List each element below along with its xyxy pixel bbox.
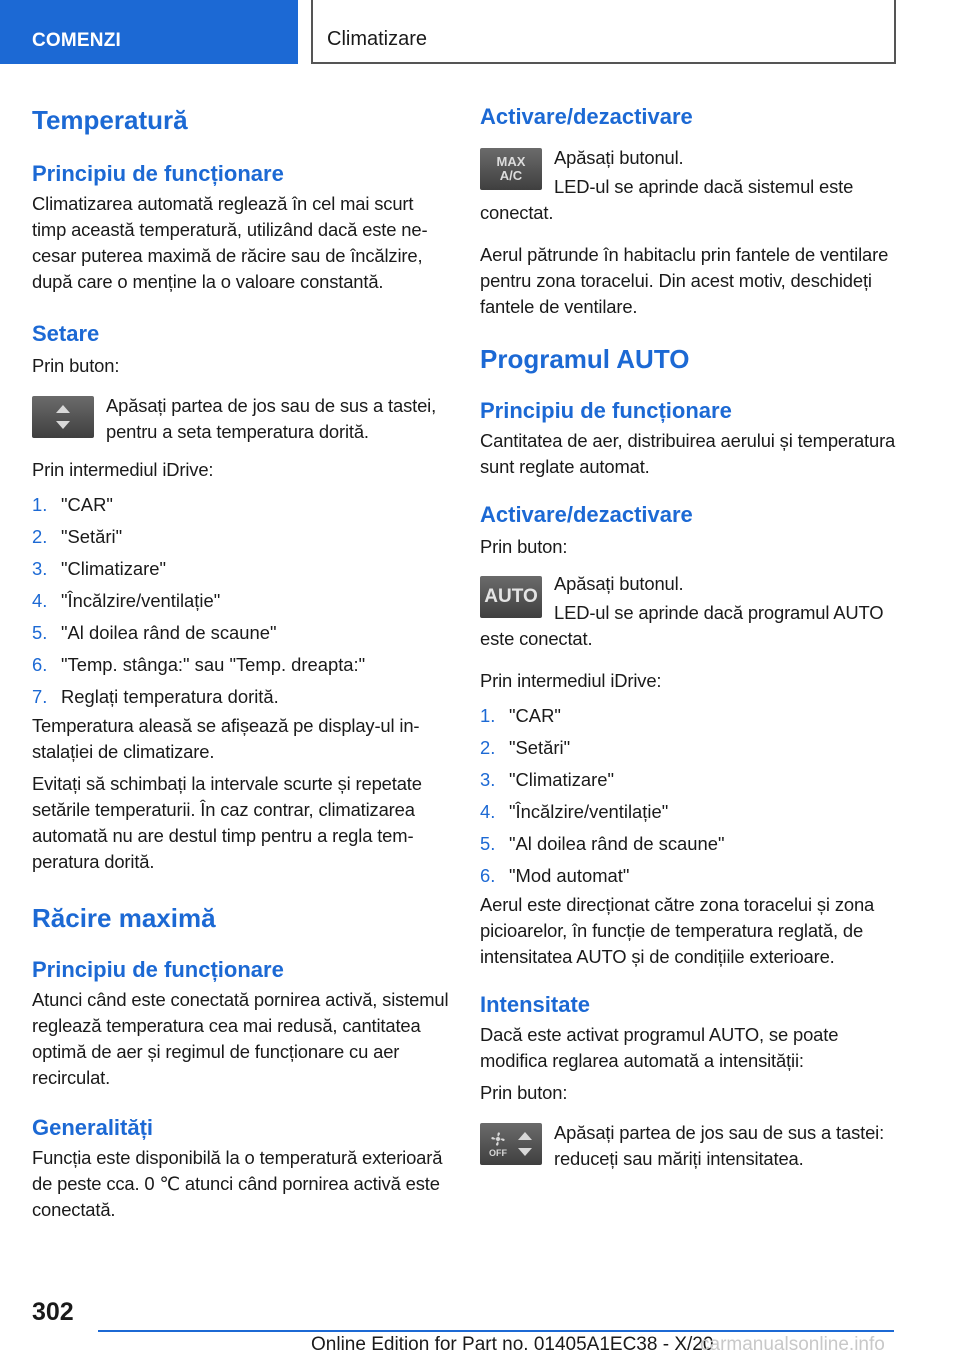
temperature-button-text: Apăsați partea de jos sau de sus a tastei, pentru a seta temperatura dorită. — [106, 395, 437, 442]
heading-intensity: Intensitate — [480, 992, 591, 1017]
label-prin-buton-intensity: Prin buton: — [480, 1082, 568, 1103]
list-item: 3. "Climatizare" — [32, 558, 167, 579]
press-button-text: Apăsați butonul. — [554, 147, 684, 168]
section-tab — [0, 0, 298, 64]
list-item: 4. "Încălzire/ventilație" — [32, 590, 221, 611]
label-prin-buton: Prin buton: — [32, 355, 120, 376]
heading-activation-maxac: Activare/dezactivare — [480, 104, 693, 129]
footer-divider — [98, 1330, 894, 1332]
list-item: 1. "CAR" — [480, 705, 561, 726]
left-column — [32, 100, 450, 1223]
list-item: 4. "Încălzire/ventilație" — [480, 801, 669, 822]
temperature-button-row — [32, 393, 450, 445]
heading-temperature: Temperatură — [32, 105, 188, 135]
maxac-button-row — [480, 144, 898, 194]
max-ac-button-icon: MAX A/C — [480, 148, 542, 190]
list-item: 6. "Temp. stânga:" sau "Temp. dreapta:" — [32, 654, 366, 675]
fan-button-row — [480, 1120, 898, 1172]
led-auto-text: LED-ul se aprinde dacă programul AUTO este conectat. — [480, 602, 884, 649]
label-prin-idrive: Prin intermediul iDrive: — [32, 459, 214, 480]
fan-rocker-button-icon: OFF — [480, 1123, 542, 1165]
paragraph-principle-cooling: Atunci când este conectată pornirea activă, sistemul reglează temperatura cea mai redusă, cantitatea optimă de aer și regimul de funcționare cu aer recirculat. — [32, 989, 449, 1088]
paragraph-general: Funcția este disponibilă la o temperatură exterioară de peste cca. 0 ℃ atunci când pornirea activă este conectată. — [32, 1147, 443, 1220]
heading-max-cooling: Răcire maximă — [32, 903, 216, 933]
footer-edition: Online Edition for Part no. 01405A1EC38 - X/20 — [311, 1334, 714, 1355]
fan-icon — [488, 1130, 508, 1148]
list-item: 1. "CAR" — [32, 494, 113, 515]
list-item: 6. "Mod automat" — [480, 865, 630, 886]
fan-button-text: Apăsați partea de jos sau de sus a tastei: reduceți sau măriți intensitatea. — [554, 1122, 885, 1169]
paragraph-intensity: Dacă este activat programul AUTO, se poate modifica reglarea automată a intensității: — [480, 1024, 839, 1071]
label-prin-idrive-auto: Prin intermediul iDrive: — [480, 670, 662, 691]
heading-general: Generalități — [32, 1115, 154, 1140]
paragraph-principle-auto: Cantitatea de aer, distribuirea aerului și temperatura sunt reglate automat. — [480, 430, 896, 477]
list-item: 5. "Al doilea rând de scaune" — [480, 833, 725, 854]
auto-button-row — [480, 570, 898, 620]
heading-setare: Setare — [32, 321, 100, 346]
paragraph-avoid: Evitați să schimbați la intervale scurte și repetate setările temperaturii. În caz contrar, climatizarea automată nu are destul timp pentru a regla temperatura dorită. — [32, 773, 422, 872]
list-item: 7. Reglați temperatura dorită. — [32, 686, 279, 707]
page-number: 302 — [32, 1298, 74, 1326]
press-button-auto-text: Apăsați butonul. — [554, 573, 684, 594]
idrive-steps-temperature — [32, 489, 450, 713]
list-item: 2. "Setări" — [32, 526, 123, 547]
list-item: 2. "Setări" — [480, 737, 571, 758]
heading-principle-temp: Principiu de funcționare — [32, 161, 284, 186]
right-column — [480, 100, 898, 1172]
paragraph-principle-temp: Climatizarea automată reglează în cel mai scurt timp această temperatură, utilizând dacă este necesar puterea maximă de răcire sau de încălzire, după care o menține la o valoare constantă. — [32, 193, 428, 292]
heading-principle-cooling: Principiu de funcționare — [32, 957, 284, 982]
list-item: 5. "Al doilea rând de scaune" — [32, 622, 277, 643]
list-item: 3. "Climatizare" — [480, 769, 615, 790]
chapter-tab — [311, 0, 896, 64]
chapter-title: Climatizare — [327, 28, 428, 50]
idrive-steps-auto — [480, 700, 898, 892]
auto-button-icon: AUTO — [480, 576, 542, 618]
heading-principle-auto: Principiu de funcționare — [480, 398, 732, 423]
heading-activation-auto: Activare/dezactivare — [480, 502, 693, 527]
heading-auto-program: Programul AUTO — [480, 344, 690, 374]
paragraph-air-directed: Aerul este direcționat către zona toracelui și zona picioarelor, în funcție de temperatura reglată, de intensitatea AUTO și de condițiile exterioare. — [480, 894, 875, 967]
section-title: COMENZI — [32, 30, 122, 51]
temperature-rocker-button-icon — [32, 396, 94, 438]
paragraph-display: Temperatura aleasă se afișează pe display-ul instalației de climatizare. — [32, 715, 420, 762]
label-prin-buton-auto: Prin buton: — [480, 536, 568, 557]
up-down-arrows-icon — [516, 1129, 534, 1159]
led-text: LED-ul se aprinde dacă sistemul este conectat. — [480, 176, 854, 223]
paragraph-air-vents: Aerul pătrunde în habitaclu prin fantele de ventilare pentru zona toracelui. Din acest motiv, deschideți fantele de ventilare. — [480, 244, 889, 317]
watermark: carmanualsonline.info — [700, 1334, 885, 1355]
